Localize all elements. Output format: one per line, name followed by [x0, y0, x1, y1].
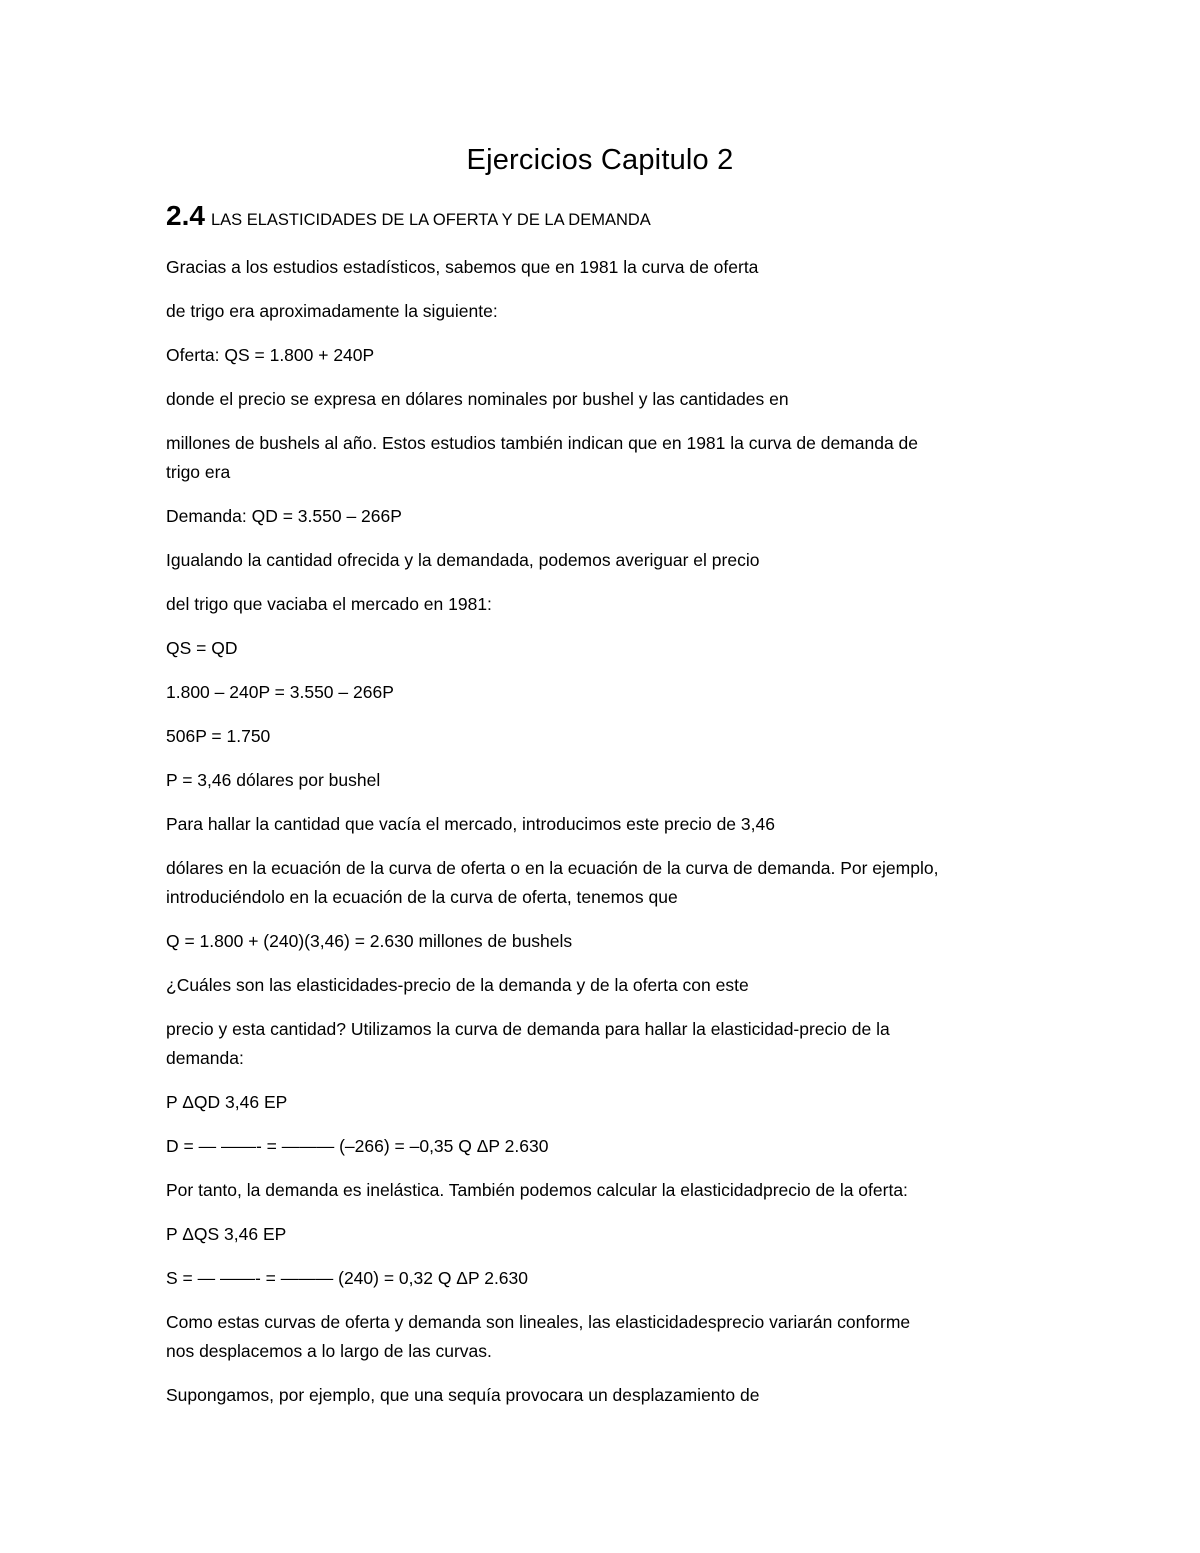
section-title: LAS ELASTICIDADES DE LA OFERTA Y DE LA DEMANDA: [210, 211, 651, 229]
text-line: Supongamos, por ejemplo, que una sequía provocara un desplazamiento de: [166, 1385, 760, 1405]
equation-line: P ΔQS 3,46 EP: [166, 1224, 287, 1244]
text-line: demanda:: [166, 1048, 244, 1068]
text-line: Como estas curvas de oferta y demanda son lineales, las elasticidadesprecio variarán conforme: [166, 1312, 911, 1332]
section-heading: [166, 200, 651, 232]
text-line: Para hallar la cantidad que vacía el mercado, introducimos este precio de 3,46: [166, 814, 775, 834]
text-line: Por tanto, la demanda es inelástica. También podemos calcular la elasticidadprecio de la oferta:: [166, 1180, 908, 1200]
text-line: precio y esta cantidad? Utilizamos la curva de demanda para hallar la elasticidad-precio de la: [166, 1019, 890, 1039]
text-line: trigo era: [166, 462, 231, 482]
document-title: Ejercicios Capitulo 2: [466, 144, 734, 176]
text-line: nos desplacemos a lo largo de las curvas.: [166, 1341, 492, 1361]
equation-line: D = — ——- = ——— (–266) = –0,35 Q ΔP 2.630: [166, 1136, 549, 1156]
equation-line: S = — ——- = ——— (240) = 0,32 Q ΔP 2.630: [166, 1268, 529, 1288]
text-line: ¿Cuáles son las elasticidades-precio de la demanda y de la oferta con este: [166, 975, 749, 995]
text-line: donde el precio se expresa en dólares nominales por bushel y las cantidades en: [166, 389, 789, 409]
equation-line: Demanda: QD = 3.550 – 266P: [166, 506, 402, 526]
text-line: millones de bushels al año. Estos estudios también indican que en 1981 la curva de demanda de: [166, 433, 919, 453]
text-line: Gracias a los estudios estadísticos, sabemos que en 1981 la curva de oferta: [166, 257, 759, 277]
text-line: introduciéndolo en la ecuación de la curva de oferta, tenemos que: [166, 887, 678, 907]
equation-line: Q = 1.800 + (240)(3,46) = 2.630 millones de bushels: [166, 931, 573, 951]
equation-line: QS = QD: [166, 638, 238, 658]
text-line: dólares en la ecuación de la curva de oferta o en la ecuación de la curva de demanda. Por ejemplo,: [166, 858, 939, 878]
equation-line: 506P = 1.750: [166, 726, 271, 746]
text-line: de trigo era aproximadamente la siguiente:: [166, 301, 498, 321]
equation-line: 1.800 – 240P = 3.550 – 266P: [166, 682, 394, 702]
section-number: 2.4: [166, 200, 205, 231]
text-line: Igualando la cantidad ofrecida y la demandada, podemos averiguar el precio: [166, 550, 760, 570]
equation-line: P ΔQD 3,46 EP: [166, 1092, 288, 1112]
equation-line: P = 3,46 dólares por bushel: [166, 770, 381, 790]
text-line: del trigo que vaciaba el mercado en 1981:: [166, 594, 492, 614]
equation-line: Oferta: QS = 1.800 + 240P: [166, 345, 375, 365]
